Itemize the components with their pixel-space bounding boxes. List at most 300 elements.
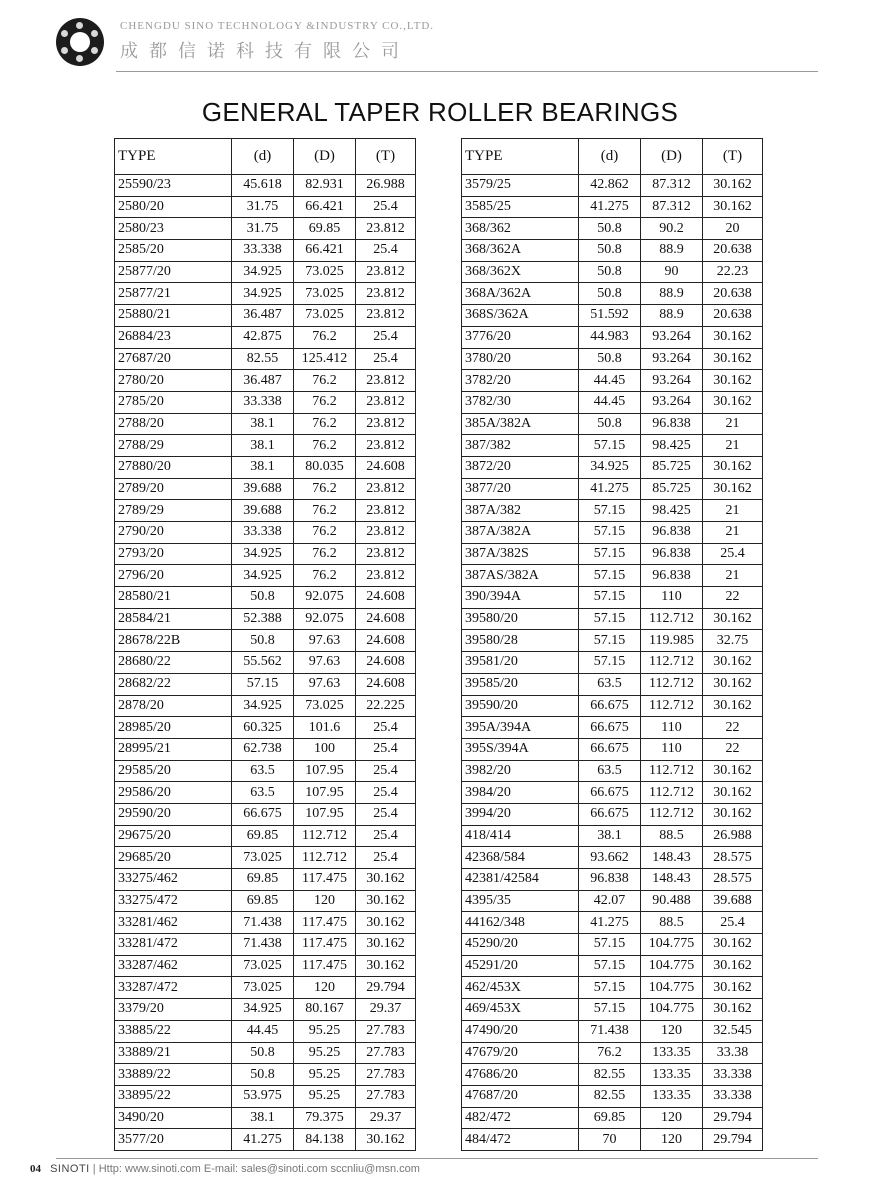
cell-width: 24.608 <box>356 587 416 609</box>
cell-outer-diameter: 76.2 <box>294 543 356 565</box>
cell-inner-diameter: 41.275 <box>232 1129 294 1151</box>
cell-width: 23.812 <box>356 435 416 457</box>
company-logo <box>56 18 104 66</box>
cell-inner-diameter: 34.925 <box>232 283 294 305</box>
table-row <box>462 1129 763 1151</box>
cell-outer-diameter: 90.2 <box>641 218 703 240</box>
cell-inner-diameter: 57.15 <box>579 977 641 999</box>
cell-inner-diameter: 38.1 <box>579 825 641 847</box>
cell-inner-diameter: 38.1 <box>232 435 294 457</box>
table-row <box>462 803 763 825</box>
cell-inner-diameter: 57.15 <box>579 565 641 587</box>
cell-width: 30.162 <box>703 999 763 1021</box>
logo-roller-dot <box>91 47 98 54</box>
cell-type: 387A/382S <box>462 543 579 565</box>
cell-width: 30.162 <box>356 955 416 977</box>
cell-outer-diameter: 117.475 <box>294 934 356 956</box>
logo-roller-dot <box>76 55 83 62</box>
cell-outer-diameter: 96.838 <box>641 543 703 565</box>
cell-width: 30.162 <box>703 934 763 956</box>
header-inner-diameter: (d) <box>579 139 641 175</box>
cell-outer-diameter: 117.475 <box>294 955 356 977</box>
cell-width: 30.162 <box>703 326 763 348</box>
cell-width: 30.162 <box>356 1129 416 1151</box>
table-row <box>462 890 763 912</box>
cell-width: 22.225 <box>356 695 416 717</box>
cell-type: 39590/20 <box>462 695 579 717</box>
cell-type: 47686/20 <box>462 1064 579 1086</box>
cell-type: 28680/22 <box>115 652 232 674</box>
table-row <box>462 977 763 999</box>
cell-type: 42381/42584 <box>462 869 579 891</box>
cell-type: 44162/348 <box>462 912 579 934</box>
table-row <box>462 955 763 977</box>
cell-outer-diameter: 69.85 <box>294 218 356 240</box>
cell-outer-diameter: 112.712 <box>641 782 703 804</box>
cell-inner-diameter: 82.55 <box>579 1064 641 1086</box>
table-row <box>115 478 416 500</box>
cell-inner-diameter: 50.8 <box>232 587 294 609</box>
table-row <box>115 370 416 392</box>
cell-outer-diameter: 93.264 <box>641 391 703 413</box>
cell-outer-diameter: 112.712 <box>641 760 703 782</box>
cell-inner-diameter: 34.925 <box>232 543 294 565</box>
cell-outer-diameter: 76.2 <box>294 435 356 457</box>
table-row <box>115 218 416 240</box>
cell-type: 29585/20 <box>115 760 232 782</box>
table-row <box>115 261 416 283</box>
cell-width: 25.4 <box>356 825 416 847</box>
cell-outer-diameter: 120 <box>641 1107 703 1129</box>
table-row <box>462 760 763 782</box>
table-row <box>115 391 416 413</box>
cell-width: 39.688 <box>703 890 763 912</box>
cell-inner-diameter: 62.738 <box>232 738 294 760</box>
header-width: (T) <box>356 139 416 175</box>
table-row <box>462 630 763 652</box>
table-row <box>115 717 416 739</box>
table-row <box>115 348 416 370</box>
cell-inner-diameter: 57.15 <box>579 630 641 652</box>
cell-width: 30.162 <box>703 695 763 717</box>
cell-type: 418/414 <box>462 825 579 847</box>
cell-outer-diameter: 120 <box>294 890 356 912</box>
cell-width: 25.4 <box>703 543 763 565</box>
cell-type: 3984/20 <box>462 782 579 804</box>
table-row <box>462 1020 763 1042</box>
cell-width: 23.812 <box>356 413 416 435</box>
cell-inner-diameter: 71.438 <box>232 912 294 934</box>
cell-width: 25.4 <box>356 760 416 782</box>
table-row <box>462 565 763 587</box>
cell-outer-diameter: 87.312 <box>641 196 703 218</box>
cell-width: 30.162 <box>703 391 763 413</box>
header-divider <box>116 71 818 72</box>
cell-type: 387A/382 <box>462 500 579 522</box>
bearings-table-right <box>461 138 763 1151</box>
company-name-english: CHENGDU SINO TECHNOLOGY &INDUSTRY CO.,LTD. <box>120 20 435 32</box>
cell-type: 3982/20 <box>462 760 579 782</box>
cell-width: 28.575 <box>703 847 763 869</box>
table-row <box>115 565 416 587</box>
cell-width: 23.812 <box>356 305 416 327</box>
cell-width: 22.23 <box>703 261 763 283</box>
cell-outer-diameter: 107.95 <box>294 782 356 804</box>
cell-outer-diameter: 84.138 <box>294 1129 356 1151</box>
cell-inner-diameter: 96.838 <box>579 869 641 891</box>
cell-type: 33275/462 <box>115 869 232 891</box>
cell-type: 33889/21 <box>115 1042 232 1064</box>
cell-outer-diameter: 93.264 <box>641 348 703 370</box>
cell-inner-diameter: 71.438 <box>579 1020 641 1042</box>
cell-width: 25.4 <box>356 348 416 370</box>
table-body <box>115 175 416 1151</box>
header-outer-diameter: (D) <box>294 139 356 175</box>
cell-outer-diameter: 88.9 <box>641 283 703 305</box>
table-row <box>462 500 763 522</box>
table-row <box>115 435 416 457</box>
footer <box>30 1163 420 1175</box>
table-row <box>115 326 416 348</box>
cell-inner-diameter: 51.592 <box>579 305 641 327</box>
cell-width: 30.162 <box>703 608 763 630</box>
cell-width: 21 <box>703 413 763 435</box>
cell-inner-diameter: 66.675 <box>579 695 641 717</box>
cell-width: 21 <box>703 522 763 544</box>
cell-outer-diameter: 96.838 <box>641 522 703 544</box>
table-row <box>462 305 763 327</box>
table-row <box>115 608 416 630</box>
cell-width: 27.783 <box>356 1085 416 1107</box>
cell-type: 2788/20 <box>115 413 232 435</box>
table-row <box>115 695 416 717</box>
cell-inner-diameter: 38.1 <box>232 413 294 435</box>
cell-inner-diameter: 82.55 <box>579 1085 641 1107</box>
cell-width: 23.812 <box>356 218 416 240</box>
cell-inner-diameter: 41.275 <box>579 912 641 934</box>
cell-inner-diameter: 73.025 <box>232 955 294 977</box>
table-row <box>462 869 763 891</box>
cell-type: 2785/20 <box>115 391 232 413</box>
table-row <box>115 825 416 847</box>
cell-width: 23.812 <box>356 522 416 544</box>
cell-outer-diameter: 73.025 <box>294 695 356 717</box>
cell-width: 20.638 <box>703 240 763 262</box>
table-row <box>115 803 416 825</box>
cell-type: 3490/20 <box>115 1107 232 1129</box>
cell-inner-diameter: 41.275 <box>579 478 641 500</box>
table-row <box>462 175 763 197</box>
table-row <box>115 934 416 956</box>
cell-width: 33.338 <box>703 1064 763 1086</box>
header-outer-diameter: (D) <box>641 139 703 175</box>
cell-outer-diameter: 66.421 <box>294 196 356 218</box>
cell-inner-diameter: 36.487 <box>232 370 294 392</box>
table-row <box>115 1085 416 1107</box>
cell-inner-diameter: 39.688 <box>232 500 294 522</box>
table-row <box>462 326 763 348</box>
table-row <box>462 218 763 240</box>
cell-inner-diameter: 66.675 <box>579 738 641 760</box>
cell-width: 33.338 <box>703 1085 763 1107</box>
cell-width: 23.812 <box>356 370 416 392</box>
cell-type: 29590/20 <box>115 803 232 825</box>
cell-inner-diameter: 45.618 <box>232 175 294 197</box>
cell-inner-diameter: 52.388 <box>232 608 294 630</box>
table-row <box>462 413 763 435</box>
cell-inner-diameter: 66.675 <box>579 782 641 804</box>
cell-outer-diameter: 90 <box>641 261 703 283</box>
cell-outer-diameter: 95.25 <box>294 1085 356 1107</box>
cell-outer-diameter: 107.95 <box>294 803 356 825</box>
cell-inner-diameter: 34.925 <box>232 999 294 1021</box>
table-row <box>115 782 416 804</box>
cell-outer-diameter: 117.475 <box>294 869 356 891</box>
table-row <box>115 738 416 760</box>
table-row <box>462 652 763 674</box>
cell-inner-diameter: 50.8 <box>579 218 641 240</box>
cell-inner-diameter: 33.338 <box>232 240 294 262</box>
cell-outer-diameter: 76.2 <box>294 391 356 413</box>
cell-width: 25.4 <box>356 847 416 869</box>
bearings-table-left <box>114 138 416 1151</box>
table-row <box>115 760 416 782</box>
table-row <box>462 717 763 739</box>
table-row <box>115 912 416 934</box>
cell-width: 24.608 <box>356 456 416 478</box>
cell-inner-diameter: 31.75 <box>232 218 294 240</box>
cell-inner-diameter: 57.15 <box>579 934 641 956</box>
cell-outer-diameter: 107.95 <box>294 760 356 782</box>
cell-width: 30.162 <box>703 370 763 392</box>
table-row <box>462 825 763 847</box>
table-row <box>462 543 763 565</box>
cell-inner-diameter: 50.8 <box>232 1042 294 1064</box>
cell-width: 25.4 <box>356 738 416 760</box>
cell-type: 482/472 <box>462 1107 579 1129</box>
table-row <box>462 348 763 370</box>
cell-inner-diameter: 69.85 <box>232 890 294 912</box>
cell-outer-diameter: 120 <box>294 977 356 999</box>
cell-inner-diameter: 42.07 <box>579 890 641 912</box>
cell-width: 27.783 <box>356 1064 416 1086</box>
cell-type: 39580/28 <box>462 630 579 652</box>
cell-outer-diameter: 92.075 <box>294 587 356 609</box>
table-row <box>462 934 763 956</box>
table-row <box>462 261 763 283</box>
cell-inner-diameter: 69.85 <box>579 1107 641 1129</box>
cell-inner-diameter: 33.338 <box>232 391 294 413</box>
cell-width: 25.4 <box>356 326 416 348</box>
cell-outer-diameter: 112.712 <box>641 652 703 674</box>
cell-type: 368/362 <box>462 218 579 240</box>
cell-outer-diameter: 73.025 <box>294 305 356 327</box>
logo-roller-dot <box>76 22 83 29</box>
table-row <box>115 847 416 869</box>
cell-width: 26.988 <box>703 825 763 847</box>
cell-type: 28995/21 <box>115 738 232 760</box>
cell-width: 30.162 <box>703 478 763 500</box>
table-row <box>462 283 763 305</box>
cell-width: 30.162 <box>703 673 763 695</box>
cell-inner-diameter: 42.862 <box>579 175 641 197</box>
cell-inner-diameter: 34.925 <box>232 261 294 283</box>
cell-inner-diameter: 50.8 <box>579 283 641 305</box>
cell-width: 25.4 <box>356 803 416 825</box>
table-row <box>462 695 763 717</box>
cell-inner-diameter: 57.15 <box>579 608 641 630</box>
cell-type: 25877/21 <box>115 283 232 305</box>
cell-outer-diameter: 98.425 <box>641 500 703 522</box>
cell-type: 385A/382A <box>462 413 579 435</box>
cell-type: 3782/30 <box>462 391 579 413</box>
table-row <box>115 522 416 544</box>
cell-inner-diameter: 70 <box>579 1129 641 1151</box>
cell-width: 23.812 <box>356 543 416 565</box>
table-row <box>462 673 763 695</box>
cell-width: 22 <box>703 587 763 609</box>
table-row <box>462 847 763 869</box>
cell-inner-diameter: 44.45 <box>579 391 641 413</box>
cell-width: 21 <box>703 565 763 587</box>
cell-outer-diameter: 98.425 <box>641 435 703 457</box>
cell-type: 47490/20 <box>462 1020 579 1042</box>
cell-type: 368A/362A <box>462 283 579 305</box>
cell-inner-diameter: 57.15 <box>579 955 641 977</box>
cell-outer-diameter: 97.63 <box>294 673 356 695</box>
cell-outer-diameter: 112.712 <box>294 825 356 847</box>
cell-inner-diameter: 38.1 <box>232 456 294 478</box>
cell-inner-diameter: 69.85 <box>232 825 294 847</box>
cell-outer-diameter: 95.25 <box>294 1042 356 1064</box>
cell-width: 23.812 <box>356 565 416 587</box>
cell-type: 33281/462 <box>115 912 232 934</box>
table-row <box>115 240 416 262</box>
cell-type: 3776/20 <box>462 326 579 348</box>
cell-inner-diameter: 44.45 <box>232 1020 294 1042</box>
cell-inner-diameter: 38.1 <box>232 1107 294 1129</box>
cell-outer-diameter: 119.985 <box>641 630 703 652</box>
cell-inner-diameter: 50.8 <box>232 1064 294 1086</box>
cell-width: 30.162 <box>703 652 763 674</box>
cell-outer-diameter: 76.2 <box>294 565 356 587</box>
cell-type: 28678/22B <box>115 630 232 652</box>
cell-type: 462/453X <box>462 977 579 999</box>
table-row <box>115 652 416 674</box>
cell-inner-diameter: 69.85 <box>232 869 294 891</box>
cell-outer-diameter: 101.6 <box>294 717 356 739</box>
cell-type: 2796/20 <box>115 565 232 587</box>
table-row <box>115 977 416 999</box>
cell-inner-diameter: 53.975 <box>232 1085 294 1107</box>
cell-type: 29586/20 <box>115 782 232 804</box>
cell-type: 387AS/382A <box>462 565 579 587</box>
cell-type: 25877/20 <box>115 261 232 283</box>
cell-type: 2790/20 <box>115 522 232 544</box>
cell-type: 45291/20 <box>462 955 579 977</box>
cell-type: 395S/394A <box>462 738 579 760</box>
cell-inner-diameter: 76.2 <box>579 1042 641 1064</box>
cell-outer-diameter: 73.025 <box>294 283 356 305</box>
cell-type: 39585/20 <box>462 673 579 695</box>
cell-outer-diameter: 120 <box>641 1129 703 1151</box>
cell-outer-diameter: 76.2 <box>294 522 356 544</box>
table-row <box>115 999 416 1021</box>
cell-outer-diameter: 97.63 <box>294 630 356 652</box>
cell-type: 395A/394A <box>462 717 579 739</box>
cell-width: 30.162 <box>356 869 416 891</box>
cell-width: 29.37 <box>356 999 416 1021</box>
cell-type: 27880/20 <box>115 456 232 478</box>
cell-type: 33287/462 <box>115 955 232 977</box>
cell-type: 390/394A <box>462 587 579 609</box>
cell-inner-diameter: 31.75 <box>232 196 294 218</box>
cell-type: 469/453X <box>462 999 579 1021</box>
cell-width: 32.75 <box>703 630 763 652</box>
table-row <box>115 543 416 565</box>
cell-outer-diameter: 125.412 <box>294 348 356 370</box>
cell-width: 22 <box>703 717 763 739</box>
table-row <box>115 630 416 652</box>
cell-width: 26.988 <box>356 175 416 197</box>
table-row <box>115 869 416 891</box>
cell-type: 368/362X <box>462 261 579 283</box>
table-row <box>462 1064 763 1086</box>
cell-inner-diameter: 57.15 <box>579 652 641 674</box>
table-row <box>462 456 763 478</box>
cell-inner-diameter: 63.5 <box>579 673 641 695</box>
cell-width: 23.812 <box>356 478 416 500</box>
cell-inner-diameter: 57.15 <box>579 543 641 565</box>
cell-type: 2788/29 <box>115 435 232 457</box>
cell-type: 3579/25 <box>462 175 579 197</box>
cell-width: 30.162 <box>703 977 763 999</box>
table-row <box>115 196 416 218</box>
cell-outer-diameter: 112.712 <box>641 803 703 825</box>
cell-type: 25880/21 <box>115 305 232 327</box>
table-row <box>462 1042 763 1064</box>
cell-width: 24.608 <box>356 652 416 674</box>
cell-outer-diameter: 92.075 <box>294 608 356 630</box>
cell-type: 33889/22 <box>115 1064 232 1086</box>
cell-type: 2878/20 <box>115 695 232 717</box>
cell-width: 20.638 <box>703 305 763 327</box>
cell-type: 29675/20 <box>115 825 232 847</box>
table-row <box>115 1107 416 1129</box>
logo-roller-dot <box>61 30 68 37</box>
cell-inner-diameter: 50.8 <box>232 630 294 652</box>
cell-width: 25.4 <box>356 782 416 804</box>
cell-type: 29685/20 <box>115 847 232 869</box>
cell-type: 2585/20 <box>115 240 232 262</box>
cell-outer-diameter: 76.2 <box>294 413 356 435</box>
cell-width: 22 <box>703 738 763 760</box>
cell-width: 32.545 <box>703 1020 763 1042</box>
table-header-row <box>462 139 763 175</box>
cell-outer-diameter: 85.725 <box>641 456 703 478</box>
cell-outer-diameter: 93.264 <box>641 326 703 348</box>
cell-width: 29.794 <box>703 1129 763 1151</box>
cell-width: 24.608 <box>356 608 416 630</box>
cell-outer-diameter: 82.931 <box>294 175 356 197</box>
cell-inner-diameter: 34.925 <box>232 695 294 717</box>
cell-width: 20.638 <box>703 283 763 305</box>
cell-width: 25.4 <box>356 717 416 739</box>
table-row <box>462 478 763 500</box>
cell-width: 30.162 <box>703 456 763 478</box>
cell-type: 27687/20 <box>115 348 232 370</box>
cell-type: 2789/29 <box>115 500 232 522</box>
